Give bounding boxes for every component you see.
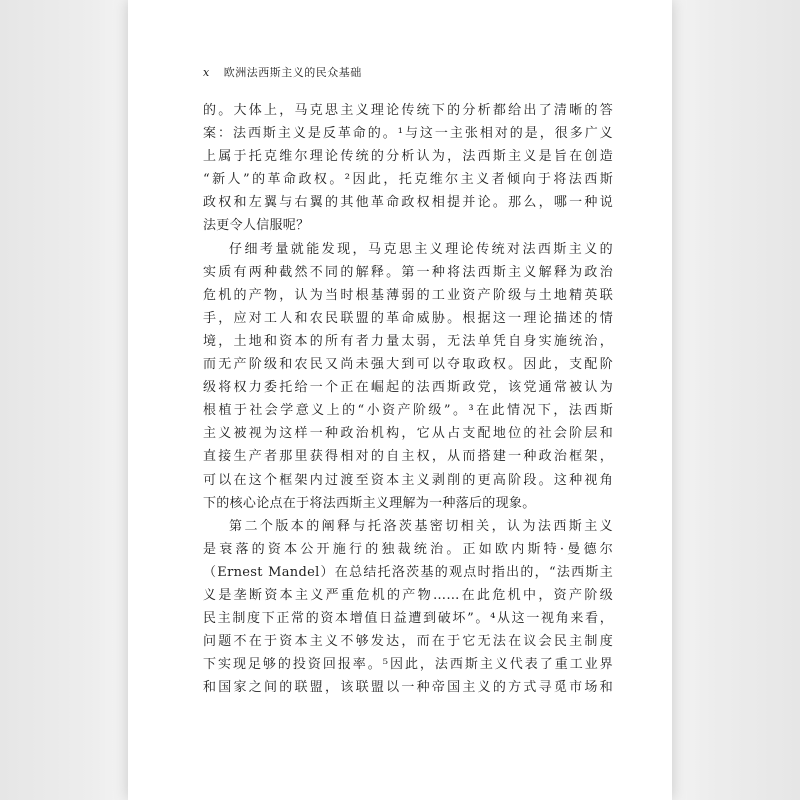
text-line: 是衰落的资本公开施行的独裁统治。正如欧内斯特·曼德尔 <box>203 541 613 557</box>
right-background <box>672 0 800 800</box>
page-number: x <box>203 66 210 79</box>
text-line: 手，应对工人和农民联盟的革命威胁。根据这一理论描述的情 <box>203 310 613 326</box>
text-line: 下实现足够的投资回报率。⁵因此，法西斯主义代表了重工业界 <box>203 657 613 673</box>
text-line: 政权和左翼与右翼的其他革命政权相提并论。那么，哪一种说 <box>203 195 613 211</box>
text-line: 上属于托克维尔理论传统的分析认为，法西斯主义是旨在创造 <box>203 149 613 165</box>
text-line: 问题不在于资本主义不够发达，而在于它无法在议会民主制度 <box>203 634 613 650</box>
text-line: 法更令人信服呢？ <box>203 218 310 234</box>
text-line: 直接生产者那里获得相对的自主权，从而搭建一种政治框架， <box>203 449 613 465</box>
text-line: 仔细考量就能发现，马克思主义理论传统对法西斯主义的 <box>229 241 613 257</box>
text-line: 案：法西斯主义是反革命的。¹与这一主张相对的是，很多广义 <box>203 126 613 142</box>
text-line: 的。大体上，马克思主义理论传统下的分析都给出了清晰的答 <box>203 103 613 118</box>
text-line: （Ernest Mandel）在总结托洛茨基的观点时指出的，“法西斯主 <box>203 564 613 580</box>
book-title: 欧洲法西斯主义的民众基础 <box>223 66 362 79</box>
text-line: 下的核心论点在于将法西斯主义理解为一种落后的现象。 <box>203 495 536 511</box>
text-line: 而无产阶级和农民又尚未强大到可以夺取政权。因此，支配阶 <box>203 357 613 373</box>
text-line: 实质有两种截然不同的解释。第一种将法西斯主义解释为政治 <box>203 264 613 280</box>
text-line: 第二个版本的阐释与托洛茨基密切相关，认为法西斯主义 <box>229 518 613 534</box>
text-line: 危机的产物，认为当时根基薄弱的工业资产阶级与土地精英联 <box>203 287 613 303</box>
text-line: 级将权力委托给一个正在崛起的法西斯政党，该党通常被认为 <box>203 380 613 396</box>
text-line: 民主制度下正常的资本增值日益遭到破坏”。⁴从这一视角来看， <box>203 611 613 627</box>
text-line: 义是垄断资本主义严重危机的产物……在此危机中，资产阶级 <box>203 587 613 603</box>
text-line: 境，土地和资本的所有者力量太弱，无法单凭自身实施统治， <box>203 333 613 349</box>
running-head <box>203 64 362 80</box>
book-page <box>128 0 672 800</box>
body-text <box>203 99 613 699</box>
text-line: 可以在这个框架内过渡至资本主义剥削的更高阶段。这种视角 <box>203 472 613 488</box>
text-line: “新人”的革命政权。²因此，托克维尔主义者倾向于将法西斯 <box>203 172 613 188</box>
text-line: 主义被视为这样一种政治机构，它从占支配地位的社会阶层和 <box>203 426 613 442</box>
left-background <box>0 0 128 800</box>
text-line: 和国家之间的联盟，该联盟以一种帝国主义的方式寻觅市场和 <box>203 680 613 696</box>
text-line: 根植于社会学意义上的“小资产阶级”。³在此情况下，法西斯 <box>203 403 613 419</box>
